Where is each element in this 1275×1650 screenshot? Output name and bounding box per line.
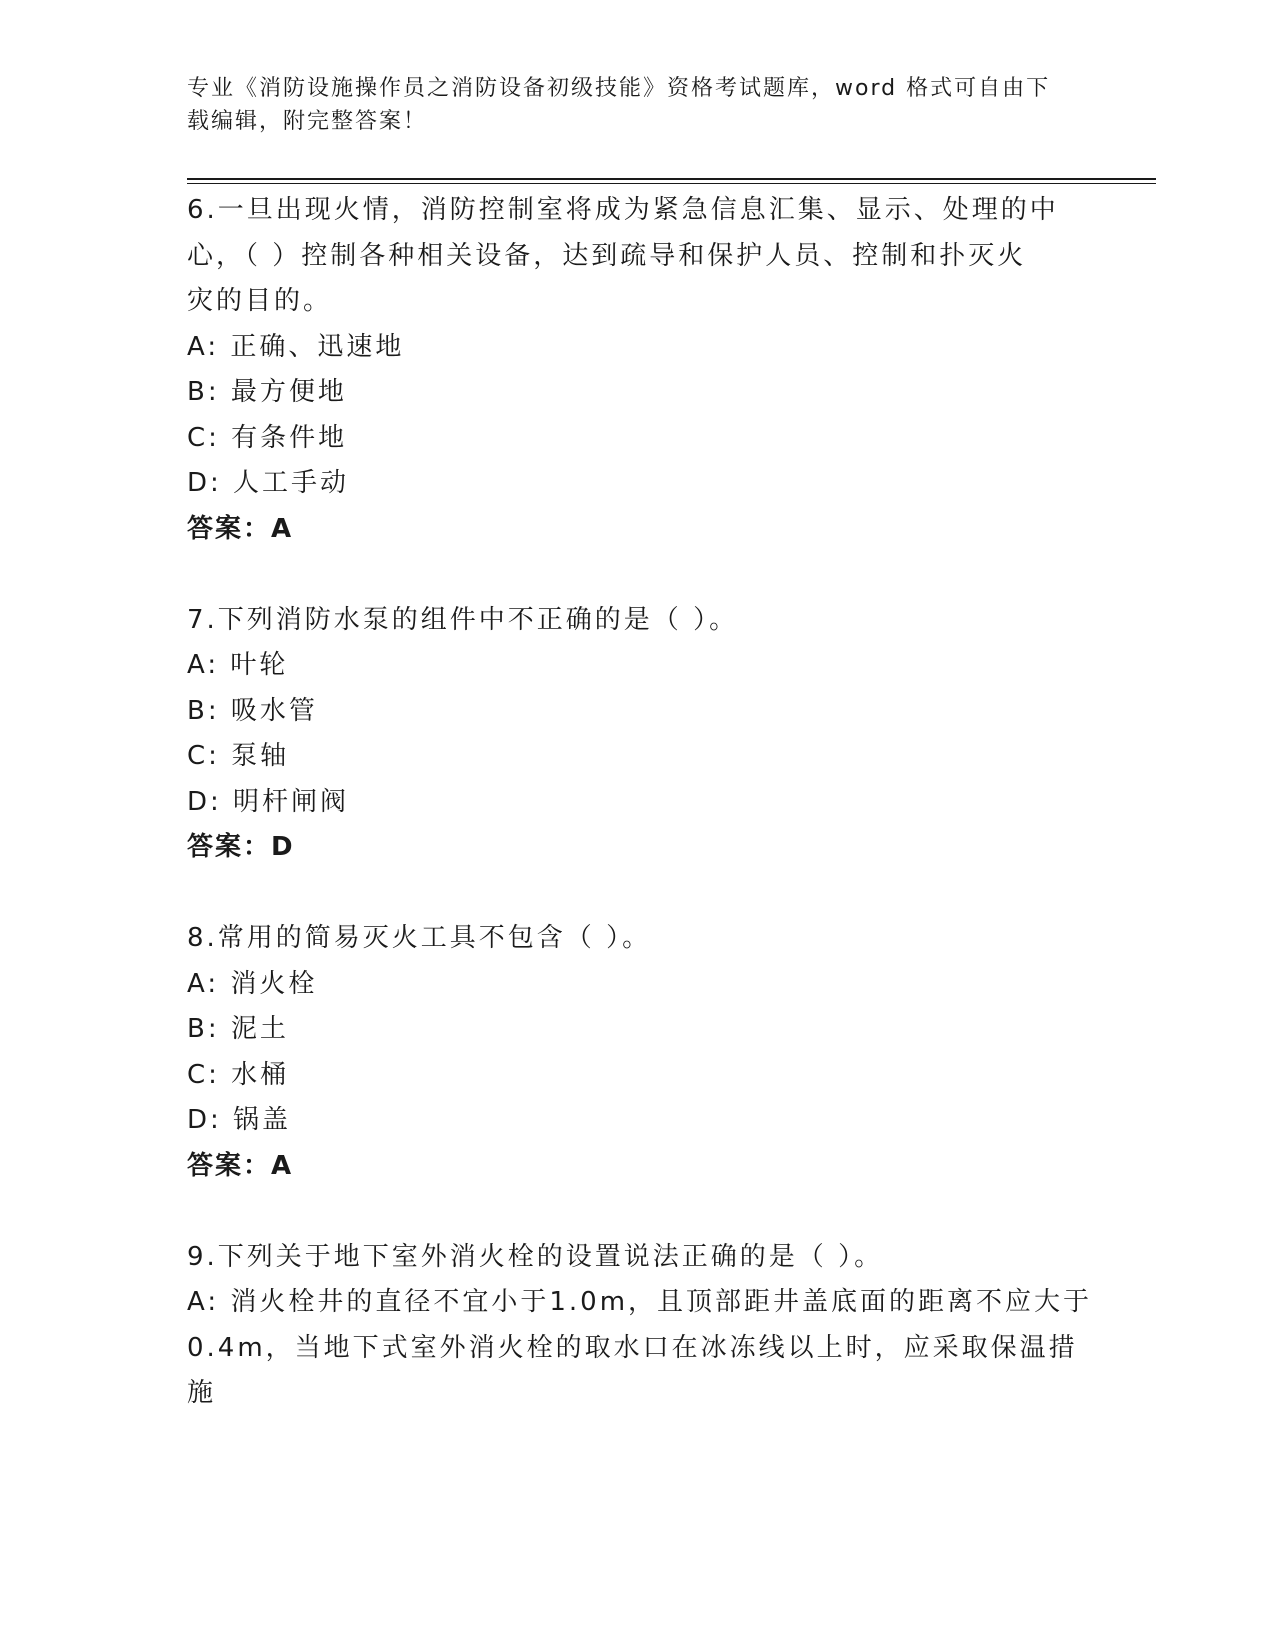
- option-c: C: 有条件地: [187, 422, 348, 453]
- question-stem: 灾的目的。: [187, 286, 333, 316]
- option-a: A: 消火栓井的直径不宜小于1.0m，且顶部距井盖底面的距离不应大于: [187, 1287, 1093, 1317]
- option-a-continued: 施: [187, 1378, 217, 1408]
- question-spacer: [187, 871, 1087, 917]
- header-divider-thick: [187, 178, 1156, 180]
- question-7: [187, 598, 1087, 871]
- header-divider-thin: [187, 183, 1156, 184]
- header-line: 载编辑，附完整答案！: [187, 109, 428, 134]
- option-d: D: 明杆闸阀: [187, 786, 350, 817]
- question-stem: 6.一旦出现火情，消防控制室将成为紧急信息汇集、显示、处理的中: [187, 195, 1059, 225]
- question-9: [187, 1235, 1093, 1417]
- option-a: A: 消火栓: [187, 968, 318, 999]
- question-8: [187, 916, 1087, 1189]
- option-c: C: 泵轴: [187, 741, 290, 771]
- question-stem: 8.常用的简易灭火工具不包含（ ）。: [187, 923, 652, 953]
- answer-label: 答案：D: [187, 832, 295, 862]
- question-stem: 9.下列关于地下室外消火栓的设置说法正确的是（ ）。: [187, 1241, 884, 1272]
- answer-label: 答案：A: [187, 513, 294, 544]
- option-d: D: 锅盖: [187, 1105, 292, 1135]
- option-a: A: 正确、迅速地: [187, 331, 405, 362]
- question-stem: 7.下列消防水泵的组件中不正确的是（ ）。: [187, 604, 739, 635]
- question-spacer: [187, 1189, 1087, 1235]
- answer-label: 答案：A: [187, 1150, 294, 1181]
- question-spacer: [187, 552, 1087, 598]
- option-a: A: 叶轮: [187, 650, 289, 680]
- question-list: [187, 188, 1093, 1417]
- document-header: [187, 72, 1087, 138]
- question-6: [187, 188, 1087, 552]
- option-b: B: 最方便地: [187, 377, 347, 407]
- option-d: D: 人工手动: [187, 468, 350, 498]
- header-line: 专业《消防设施操作员之消防设备初级技能》资格考试题库，word 格式可自由下: [187, 76, 1051, 101]
- question-stem: 心，（ ）控制各种相关设备，达到疏导和保护人员、控制和扑灭火: [187, 240, 1027, 271]
- option-c: C: 水桶: [187, 1059, 290, 1090]
- option-b: B: 泥土: [187, 1014, 289, 1044]
- option-a-continued: 0.4m，当地下式室外消火栓的取水口在冰冻线以上时，应采取保温措: [187, 1332, 1078, 1363]
- option-b: B: 吸水管: [187, 695, 318, 726]
